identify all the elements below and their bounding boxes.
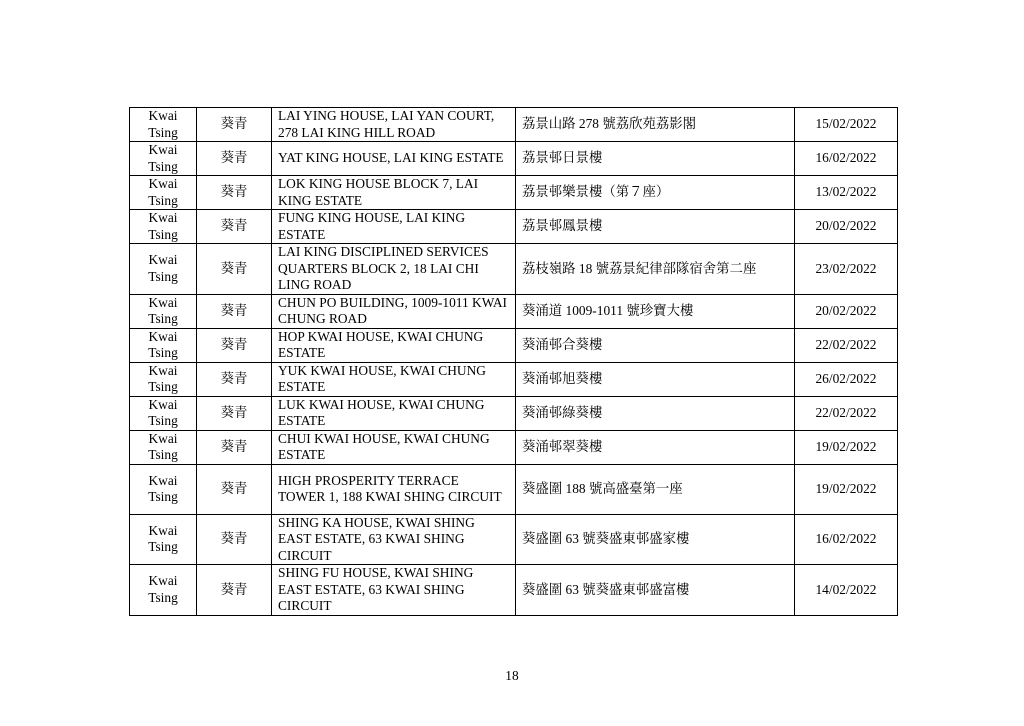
district-en-cell: Kwai Tsing: [130, 210, 197, 244]
district-en-cell: Kwai Tsing: [130, 142, 197, 176]
district-zh-cell: 葵青: [197, 142, 272, 176]
address-zh-cell: 荔景邨日景樓: [516, 142, 795, 176]
page-number: 18: [505, 668, 519, 683]
table-row: [130, 514, 898, 565]
address-zh-cell: 葵涌邨旭葵樓: [516, 362, 795, 396]
district-zh-cell: 葵青: [197, 108, 272, 142]
address-en-cell: HOP KWAI HOUSE, KWAI CHUNG ESTATE: [272, 328, 516, 362]
table-row: [130, 176, 898, 210]
address-en-cell: SHING KA HOUSE, KWAI SHING EAST ESTATE, 63 KWAI SHING CIRCUIT: [272, 514, 516, 565]
address-en-cell: LAI KING DISCIPLINED SERVICES QUARTERS BLOCK 2, 18 LAI CHI LING ROAD: [272, 244, 516, 295]
district-zh-cell: 葵青: [197, 430, 272, 464]
district-en-cell: Kwai Tsing: [130, 244, 197, 295]
building-list-table: [129, 107, 898, 616]
district-en-cell: Kwai Tsing: [130, 396, 197, 430]
date-cell: 22/02/2022: [795, 328, 898, 362]
address-zh-cell: 葵涌道 1009-1011 號珍寶大樓: [516, 294, 795, 328]
address-en-cell: HIGH PROSPERITY TERRACE TOWER 1, 188 KWAI SHING CIRCUIT: [272, 464, 516, 514]
district-en-cell: Kwai Tsing: [130, 294, 197, 328]
district-zh-cell: 葵青: [197, 294, 272, 328]
address-zh-cell: 荔景邨鳳景樓: [516, 210, 795, 244]
date-cell: 16/02/2022: [795, 142, 898, 176]
district-en-cell: Kwai Tsing: [130, 362, 197, 396]
district-zh-cell: 葵青: [197, 176, 272, 210]
district-en-cell: Kwai Tsing: [130, 514, 197, 565]
address-en-cell: CHUI KWAI HOUSE, KWAI CHUNG ESTATE: [272, 430, 516, 464]
date-cell: 26/02/2022: [795, 362, 898, 396]
district-zh-cell: 葵青: [197, 362, 272, 396]
address-en-cell: YUK KWAI HOUSE, KWAI CHUNG ESTATE: [272, 362, 516, 396]
date-cell: 23/02/2022: [795, 244, 898, 295]
district-zh-cell: 葵青: [197, 328, 272, 362]
table-row: [130, 328, 898, 362]
address-en-cell: LOK KING HOUSE BLOCK 7, LAI KING ESTATE: [272, 176, 516, 210]
address-zh-cell: 葵盛圍 63 號葵盛東邨盛富樓: [516, 565, 795, 616]
table-row: [130, 244, 898, 295]
table-row: [130, 142, 898, 176]
address-zh-cell: 葵涌邨翠葵樓: [516, 430, 795, 464]
table-row: [130, 362, 898, 396]
district-zh-cell: 葵青: [197, 514, 272, 565]
date-cell: 20/02/2022: [795, 294, 898, 328]
table-row: [130, 210, 898, 244]
table-row: [130, 396, 898, 430]
district-zh-cell: 葵青: [197, 565, 272, 616]
district-en-cell: Kwai Tsing: [130, 176, 197, 210]
district-en-cell: Kwai Tsing: [130, 108, 197, 142]
district-zh-cell: 葵青: [197, 244, 272, 295]
address-en-cell: YAT KING HOUSE, LAI KING ESTATE: [272, 142, 516, 176]
address-en-cell: LUK KWAI HOUSE, KWAI CHUNG ESTATE: [272, 396, 516, 430]
district-en-cell: Kwai Tsing: [130, 430, 197, 464]
date-cell: 16/02/2022: [795, 514, 898, 565]
address-zh-cell: 葵盛圍 188 號高盛臺第一座: [516, 464, 795, 514]
date-cell: 14/02/2022: [795, 565, 898, 616]
district-zh-cell: 葵青: [197, 396, 272, 430]
address-zh-cell: 荔景山路 278 號荔欣苑荔影閣: [516, 108, 795, 142]
date-cell: 22/02/2022: [795, 396, 898, 430]
date-cell: 15/02/2022: [795, 108, 898, 142]
date-cell: 19/02/2022: [795, 430, 898, 464]
table-row: [130, 464, 898, 514]
address-zh-cell: 荔景邨樂景樓（第７座）: [516, 176, 795, 210]
district-en-cell: Kwai Tsing: [130, 464, 197, 514]
address-zh-cell: 荔枝嶺路 18 號荔景紀律部隊宿舍第二座: [516, 244, 795, 295]
address-zh-cell: 葵涌邨綠葵樓: [516, 396, 795, 430]
address-en-cell: SHING FU HOUSE, KWAI SHING EAST ESTATE, 63 KWAI SHING CIRCUIT: [272, 565, 516, 616]
address-en-cell: CHUN PO BUILDING, 1009-1011 KWAI CHUNG ROAD: [272, 294, 516, 328]
district-en-cell: Kwai Tsing: [130, 565, 197, 616]
district-zh-cell: 葵青: [197, 210, 272, 244]
address-zh-cell: 葵盛圍 63 號葵盛東邨盛家樓: [516, 514, 795, 565]
district-en-cell: Kwai Tsing: [130, 328, 197, 362]
table-row: [130, 294, 898, 328]
address-en-cell: FUNG KING HOUSE, LAI KING ESTATE: [272, 210, 516, 244]
table-row: [130, 430, 898, 464]
address-zh-cell: 葵涌邨合葵樓: [516, 328, 795, 362]
table-row: [130, 565, 898, 616]
address-en-cell: LAI YING HOUSE, LAI YAN COURT, 278 LAI KING HILL ROAD: [272, 108, 516, 142]
date-cell: 19/02/2022: [795, 464, 898, 514]
district-zh-cell: 葵青: [197, 464, 272, 514]
table-row: [130, 108, 898, 142]
date-cell: 13/02/2022: [795, 176, 898, 210]
date-cell: 20/02/2022: [795, 210, 898, 244]
